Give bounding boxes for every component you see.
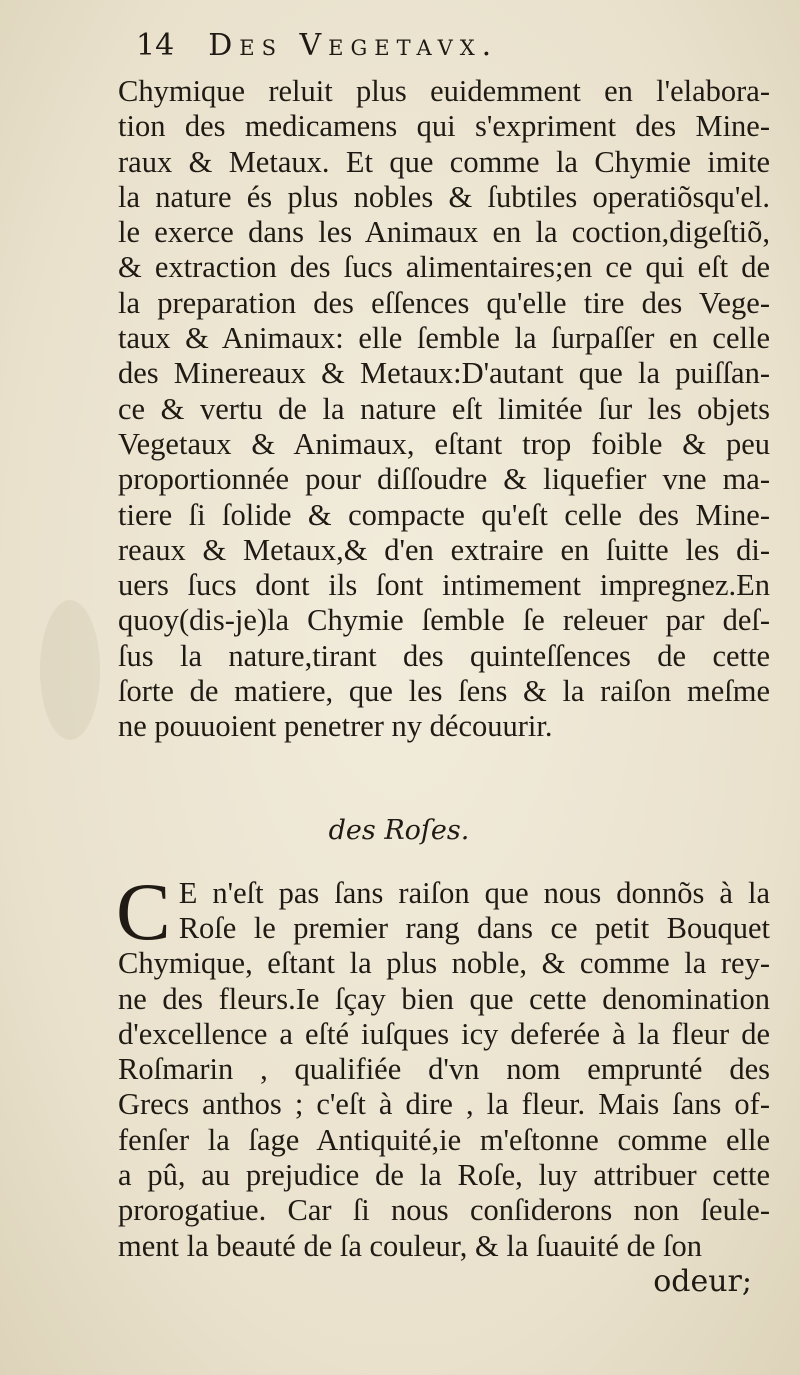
paper-stain bbox=[40, 600, 100, 740]
text-line: tion des medicamens qui s'expriment des Mine- bbox=[118, 109, 770, 144]
text-line: prorogatiue. Car ſi nous conſiderons non ſeule- bbox=[118, 1193, 770, 1228]
text-line: taux & Animaux: elle ſemble la ſurpaſſer en celle bbox=[118, 321, 770, 356]
text-line: uers ſucs dont ils ſont intimement impregnez.En bbox=[118, 568, 770, 603]
text-line: des Minereaux & Metaux:D'autant que la puiſſan- bbox=[118, 356, 770, 391]
text-line: & extraction des ſucs alimentaires;en ce qui eſt de bbox=[118, 250, 770, 285]
text-line: proportionnée pour diſſoudre & liquefier vne ma- bbox=[118, 462, 770, 497]
text-line: reaux & Metaux,& d'en extraire en ſuitte les di- bbox=[118, 532, 770, 567]
text-line: Roſmarin , qualifiée d'vn nom emprunté des bbox=[118, 1052, 770, 1087]
paragraph-chymie bbox=[118, 74, 770, 745]
text-line: d'excellence a eſté iuſques icy deferée à la fleur de bbox=[118, 1016, 770, 1051]
catchword: odeur; bbox=[653, 1263, 752, 1299]
text-line: ſus la nature,tirant des quinteſſences de cette bbox=[118, 638, 770, 673]
text-line: Roſe le premier rang dans ce petit Bouquet bbox=[178, 910, 770, 945]
text-line: ſorte de matiere, que les ſens & la raiſon meſme bbox=[118, 674, 770, 709]
text-line: Chymique, eſtant la plus noble, & comme la rey- bbox=[118, 946, 770, 981]
text-line: le exerce dans les Animaux en la coction,digeſtiõ, bbox=[118, 215, 770, 250]
text-line: tiere ſi ſolide & compacte qu'eſt celle des Mine- bbox=[118, 497, 770, 532]
text-line: ne pouuoient penetrer ny découurir. bbox=[118, 709, 553, 744]
text-line: la nature és plus nobles & ſubtiles operatiõsqu'el. bbox=[118, 179, 770, 214]
text-line: ment la beauté de ſa couleur, & la ſuauité de ſon bbox=[118, 1228, 702, 1263]
text-line: E n'eſt pas ſans raiſon que nous donnõs à la bbox=[178, 875, 770, 910]
text-line: la preparation des eſſences qu'elle tire des Vege- bbox=[118, 285, 770, 320]
text-line: ne des fleurs.Ie ſçay bien que cette denomination bbox=[118, 981, 770, 1016]
text-line: quoy(dis-je)la Chymie ſemble ſe releuer par deſ- bbox=[118, 603, 770, 638]
text-line: a pû, au prejudice de la Roſe, luy attribuer cette bbox=[118, 1158, 770, 1193]
text-line: fenſer la ſage Antiquité,ie m'eſtonne comme elle bbox=[118, 1122, 770, 1157]
page-header bbox=[136, 28, 770, 74]
text-line: ce & vertu de la nature eſt limitée ſur les objets bbox=[118, 391, 770, 426]
running-head: Des Vegetavx. bbox=[208, 28, 499, 63]
text-line: Chymique reluit plus euidemment en l'elabora- bbox=[118, 74, 770, 108]
section-title: des Roſes. bbox=[328, 814, 470, 846]
page-number: 14 bbox=[136, 28, 175, 63]
text-line: Grecs anthos ; c'eſt à dire , la fleur. Mais ſans of- bbox=[118, 1087, 770, 1122]
paragraph-roses bbox=[116, 865, 770, 1264]
text-line: Vegetaux & Animaux, eſtant trop foible & peu bbox=[118, 426, 770, 461]
drop-cap: C bbox=[116, 865, 171, 957]
text-line: raux & Metaux. Et que comme la Chymie imite bbox=[118, 144, 770, 179]
